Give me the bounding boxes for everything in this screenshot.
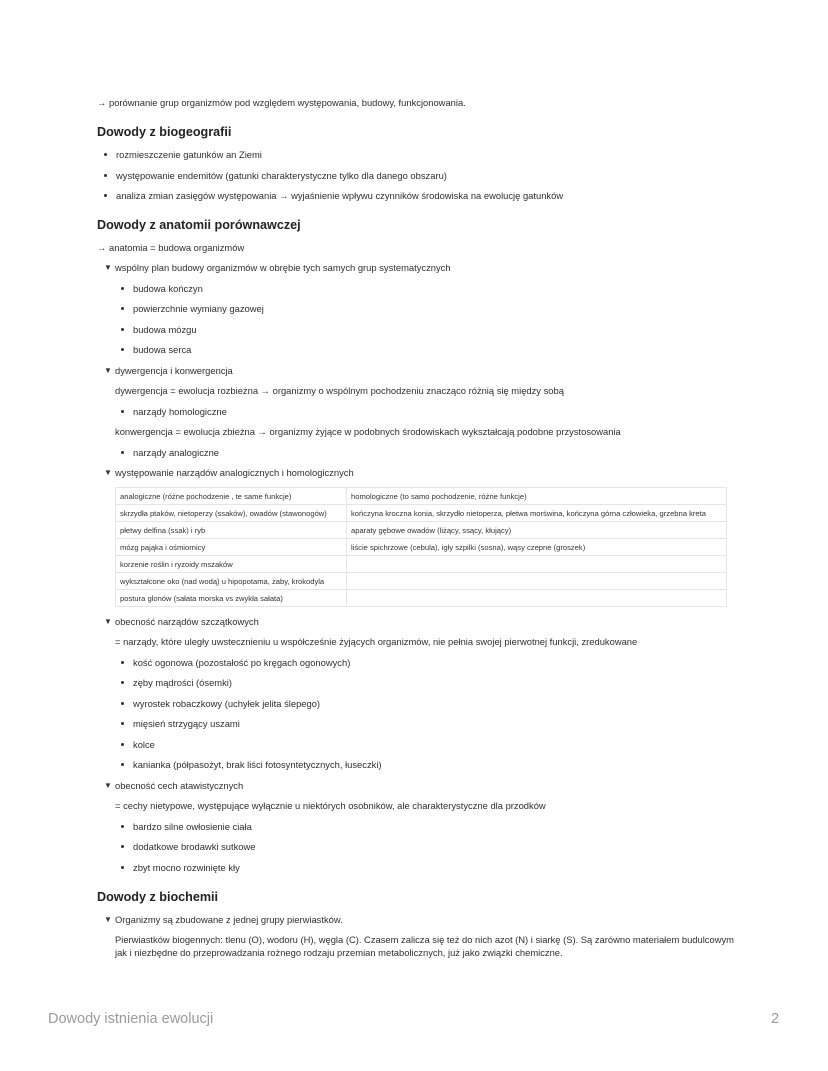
table-cell: wykształcone oko (nad wodą) u hipopotama, żaby, krokodyla: [116, 572, 347, 589]
list-item: kolce: [115, 738, 737, 751]
list-item: dodatkowe brodawki sutkowe: [115, 840, 737, 853]
table-cell: homologiczne (to samo pochodzenie, różne funkcje): [347, 487, 727, 504]
toggle-title: wspólny plan budowy organizmów w obrębie tych samych grup systematycznych: [115, 262, 451, 273]
table-cell: analogiczne (różne pochodzenie , te same funkcje): [116, 487, 347, 504]
table-cell: [347, 555, 727, 572]
biochem-text: Pierwiastków biogennych: tlenu (O), wodoru (H), węgla (C). Czasem zalicza się też do nich azot (N) i siarkę (S). Są zarówno materiałem budulcowym jak i niezbędne do przeprowadzania rożnego rodzaju przemian metabolicznych, już jako związki chemiczne.: [115, 934, 734, 958]
list-item: wyrostek robaczkowy (uchyłek jelita ślepego): [115, 697, 737, 710]
table-cell: liście spichrzowe (cebula), igły szpilki (sosna), wąsy czepne (groszek): [347, 538, 727, 555]
list-item: narządy analogiczne: [115, 446, 737, 459]
toggle-divergence-content: [115, 384, 737, 459]
table-cell: płetwy delfina (ssak) i ryb: [116, 521, 347, 538]
list-item: kość ogonowa (pozostałość po kręgach ogonowych): [115, 656, 737, 669]
toggle-body-plan[interactable]: [97, 261, 737, 274]
table-row: [116, 521, 727, 538]
heading-anatomy: Dowody z anatomii porównawczej: [97, 218, 301, 232]
list-item: narządy homologiczne: [115, 405, 737, 418]
list-item: zęby mądrości (ósemki): [115, 676, 737, 689]
toggle-title: Organizmy są zbudowane z jednej grupy pierwiastków.: [115, 913, 343, 925]
toggle-divergence[interactable]: [97, 364, 737, 377]
table-row: [116, 504, 727, 521]
toggle-elements[interactable]: [97, 913, 737, 926]
list-item: budowa mózgu: [115, 323, 737, 336]
divergence-text: dywergencja = ewolucja rozbieżna → organizmy o wspólnym pochodzeniu znacząco różnią się między sobą: [115, 385, 564, 396]
organs-table: [115, 487, 727, 607]
triangle-down-icon[interactable]: ▼: [104, 365, 112, 375]
list-item: powierzchnie wymiany gazowej: [115, 302, 737, 315]
table-cell: skrzydła ptaków, nietoperzy (ssaków), owadów (stawonogów): [116, 504, 347, 521]
toggle-body-plan-content: [115, 282, 737, 357]
table-row: [116, 572, 727, 589]
table-cell: [347, 589, 727, 606]
triangle-down-icon[interactable]: ▼: [104, 914, 112, 924]
heading-biochemistry: Dowody z biochemii: [97, 889, 219, 904]
biogeography-list: [97, 148, 737, 202]
list-item: zbyt mocno rozwinięte kły: [115, 861, 737, 874]
vestigial-text: = narządy, które uległy uwstecznieniu u współcześnie żyjących organizmów, nie pełnia swojej pierwotnej funkcji, zredukowane: [115, 636, 638, 647]
table-cell: mózg pająka i ośmiornicy: [116, 538, 347, 555]
triangle-down-icon[interactable]: ▼: [104, 263, 112, 272]
list-item: budowa kończyn: [115, 282, 737, 295]
toggle-organs[interactable]: [97, 466, 737, 479]
table-cell: postura glonów (sałata morska vs zwykła sałata): [116, 589, 347, 606]
intro-text: → porównanie grup organizmów pod względem występowania, budowy, funkcjonowania.: [97, 97, 466, 108]
toggle-title: obecność narządów szczątkowych: [115, 615, 259, 627]
toggle-organs-content: [115, 487, 737, 607]
footer-document-title: Dowody istnienia ewolucji: [48, 1011, 214, 1027]
toggle-title: dywergencja i konwergencja: [115, 364, 233, 376]
list-item: kanianka (półpasożyt, brak liści fotosyntetycznych, łuseczki): [115, 758, 737, 771]
list-item: występowanie endemitów (gatunki charakterystyczne tylko dla danego obszaru): [97, 169, 737, 182]
toggle-atavism[interactable]: [97, 779, 737, 792]
table-cell: kończyna kroczna konia, skrzydło nietoperza, płetwa morświna, kończyna górna człowieka, grzebna kreta: [347, 504, 727, 521]
toggle-title: obecność cech atawistycznych: [115, 779, 244, 791]
table-row: [116, 487, 727, 504]
triangle-down-icon[interactable]: ▼: [104, 780, 112, 790]
table-cell: korzenie roślin i ryzoidy mszaków: [116, 555, 347, 572]
table-row: [116, 589, 727, 606]
convergence-text: konwergencja = ewolucja zbieżna → organizmy żyjące w podobnych środowiskach wykształcają podobne przystosowania: [115, 426, 621, 437]
triangle-down-icon[interactable]: ▼: [104, 616, 112, 626]
list-item: rozmieszczenie gatunków an Ziemi: [97, 148, 737, 161]
toggle-title: występowanie narządów analogicznych i homologicznych: [115, 467, 354, 478]
toggle-atavism-content: [115, 799, 737, 874]
table-cell: aparaty gębowe owadów (liżący, ssący, kłujący): [347, 521, 727, 538]
toggle-elements-content: [115, 933, 737, 959]
list-item: mięsień strzygący uszami: [115, 717, 737, 730]
list-item: budowa serca: [115, 343, 737, 356]
footer-page-number: 2: [771, 1011, 780, 1027]
toggle-vestigial-content: [115, 635, 737, 771]
triangle-down-icon[interactable]: ▼: [104, 468, 112, 477]
table-cell: [347, 572, 727, 589]
list-item: bardzo silne owłosienie ciała: [115, 820, 737, 833]
table-row: [116, 555, 727, 572]
anatomy-intro: → anatomia = budowa organizmów: [97, 242, 245, 253]
list-item: analiza zmian zasięgów występowania → wyjaśnienie wpływu czynników środowiska na ewolucję gatunków: [97, 189, 737, 202]
document-page: [97, 96, 737, 967]
table-row: [116, 538, 727, 555]
toggle-vestigial[interactable]: [97, 615, 737, 628]
heading-biogeography: Dowody z biogeografii: [97, 125, 232, 139]
atavism-text: = cechy nietypowe, występujące wyłącznie u niektórych osobników, ale charakterystyczne dla przodków: [115, 800, 546, 811]
